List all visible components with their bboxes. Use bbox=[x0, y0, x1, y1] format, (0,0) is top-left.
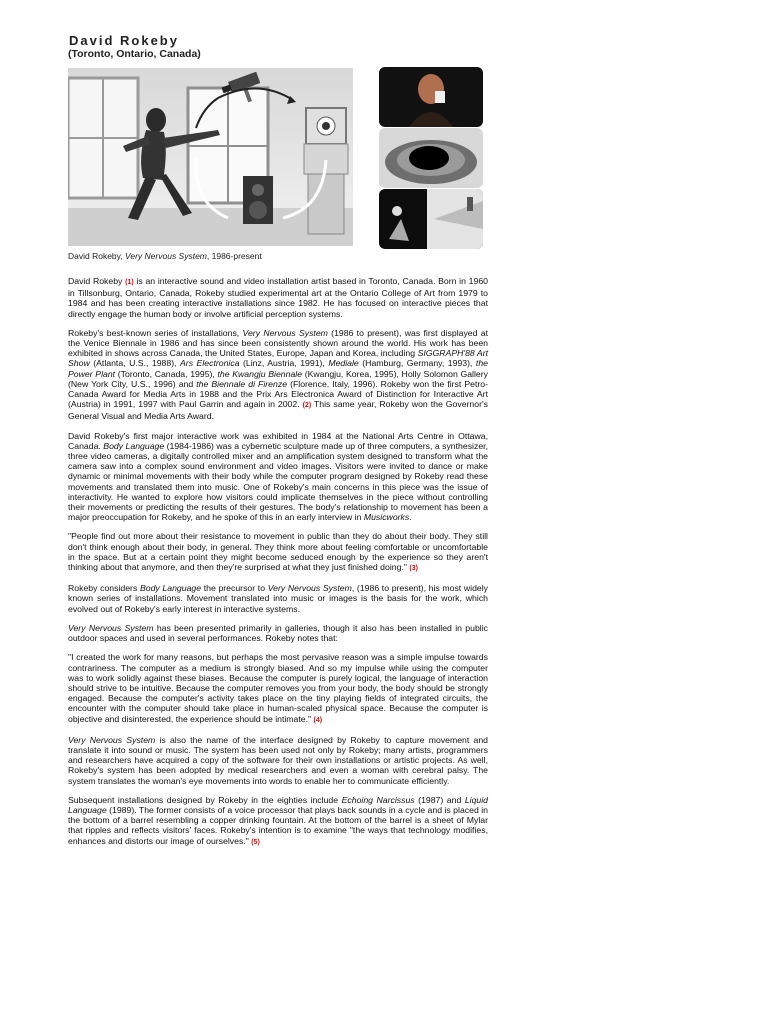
installation-photo bbox=[68, 68, 353, 246]
video-installation-photo bbox=[379, 189, 483, 249]
paragraph-intro: David Rokeby (1) is an interactive sound and video installation artist based in Toronto, Canada. Born in 1960 in Tillsonburg, Ontario, Canada, Rokeby studied experimental art at the Ontario College of Art from 1979 to 1984 and has been creating interactive installations since 1982. He has focused on interactive pieces that directly engage the human body or involve artificial perception systems. bbox=[68, 276, 488, 319]
barrel-installation-photo bbox=[379, 128, 483, 188]
footnote-link-1[interactable]: (1) bbox=[125, 279, 134, 286]
paragraph-body-language: David Rokeby's first major interactive work was exhibited in 1984 at the National Arts Centre in Ottawa, Canada. Body Language (1984-1986) was a cybernetic sculpture made up of three computers, a synthesizer, three video cameras, a digitally controlled mixer and an amplification system designed to transform what the camera saw into a complex sound environment and video images. Visitors were invited to dance or make dynamic or minimal movements with their body while the computer program designed by Rokeby read these movements and translated them into music. One of Rokeby's main concerns in this piece was the issue of interactivity. He wanted to explore how visitors could implicate themselves in the piece without controlling their movements or predicting the results of their gestures. The body's relationship to movement has been a major preoccupation for Rokeby, and he spoke of this in an early interview in Musicworks. bbox=[68, 430, 488, 523]
paragraph-galleries: Very Nervous System has been presented primarily in galleries, though it also has been installed in public outdoor spaces and used in several performances. Rokeby notes that: bbox=[68, 622, 488, 644]
article-body bbox=[68, 276, 488, 857]
paragraph-eighties: Subsequent installations designed by Rokeby in the eighties include Echoing Narcissus (1987) and Liquid Language (1989). The former consists of a voice processor that plays back sounds in a cycle and is placed in the bottom of a barrel resembling a copper drinking fountain. At the bottom of the barrel is a sheet of Mylar that ripples and reflects visitors' faces. Rokeby's intention is to examine "the ways that technology modifies, enhances and distorts our image of ourselves." (5) bbox=[68, 794, 488, 846]
paragraph-exhibitions: Rokeby's best-known series of installations, Very Nervous System (1986 to present), was first displayed at the Venice Biennale in 1986 and has since been consistently shown around the world. His work has been exhibited in shows across Canada, the United States, Europe, Japan and Korea, including SIGGRAPH'88 Art Show (Atlanta, U.S., 1988), Ars Electronica (Linz, Austria, 1991), Mediale (Hamburg, Germany, 1993), the Power Plant (Toronto, Canada, 1995), the Kwangju Biennale (Kwangju, Korea, 1995), Holly Solomon Gallery (New York City, U.S., 1996) and the Biennale di Firenze (Florence, Italy, 1996). Rokeby won the first Petro-Canada Award for Media Arts in 1988 and the Prix Ars Electronica Award of Distinction for Interactive Art (Austria) in 1991, 1997 with Paul Garrin and again in 2002. (2) This same year, Rokeby won the Governor's General Visual and Media Arts Award. bbox=[68, 327, 489, 422]
paragraph-precursor: Rokeby considers Body Language the precursor to Very Nervous System, (1986 to present), his most widely known series of installations. Movement translated into music or images is the basis for the work, which evolved out of Rokeby's early interest in interactive systems. bbox=[68, 583, 489, 614]
quote-contrariness: "I created the work for many reasons, but perhaps the most pervasive reason was a simple impulse towards contrariness. The computer as a medium is strongly biased. And so my impulse while using the computer was to work solidly against these biases. Because the computer is purely logical, the language of interaction should strive to be intuitive. Because the computer removes you from your body, the body should be strongly engaged. Because the computer's activity takes place on the tiny playing fields of integrated circuits, the encounter with the computer should take place in human-scaled physical space. Because the computer is objective and disinterested, the experience should be intimate." (4) bbox=[68, 652, 488, 724]
paragraph-interface: Very Nervous System is also the name of the interface designed by Rokeby to capture movement and translate it into sound or music. The system has been used not only by Rokeby; many artists, programmers and researchers have acquired a copy of the software for their own installations or artistic projects. As well, Rokeby's system has been adopted by medical researchers and even a woman with cerebral palsy. The system translates the woman's eye movements into words to enable her to communicate efficiently. bbox=[68, 734, 489, 786]
page-title: David Rokeby bbox=[69, 33, 179, 48]
footnote-link-3[interactable]: (3) bbox=[409, 565, 418, 573]
footnote-link-2[interactable]: (2) bbox=[302, 402, 312, 410]
quote-movement: "People find out more about their resistance to movement in public than they do about their body. They still don't think enough about their body, in general. They think more about feeling comfortable or uncomfortable in the space. But at a certain point they might become seduced enough by the experience so they aren't thinking about that anymore, and then they're surprised at what they just finished doing." (3) bbox=[68, 531, 488, 573]
footnote-link-4[interactable]: (4) bbox=[313, 716, 323, 724]
footnote-link-5[interactable]: (5) bbox=[251, 838, 260, 846]
artist-portrait-photo bbox=[379, 67, 483, 127]
figure-caption: David Rokeby, Very Nervous System, 1986-present bbox=[68, 251, 262, 261]
page-subtitle: (Toronto, Ontario, Canada) bbox=[68, 48, 201, 60]
